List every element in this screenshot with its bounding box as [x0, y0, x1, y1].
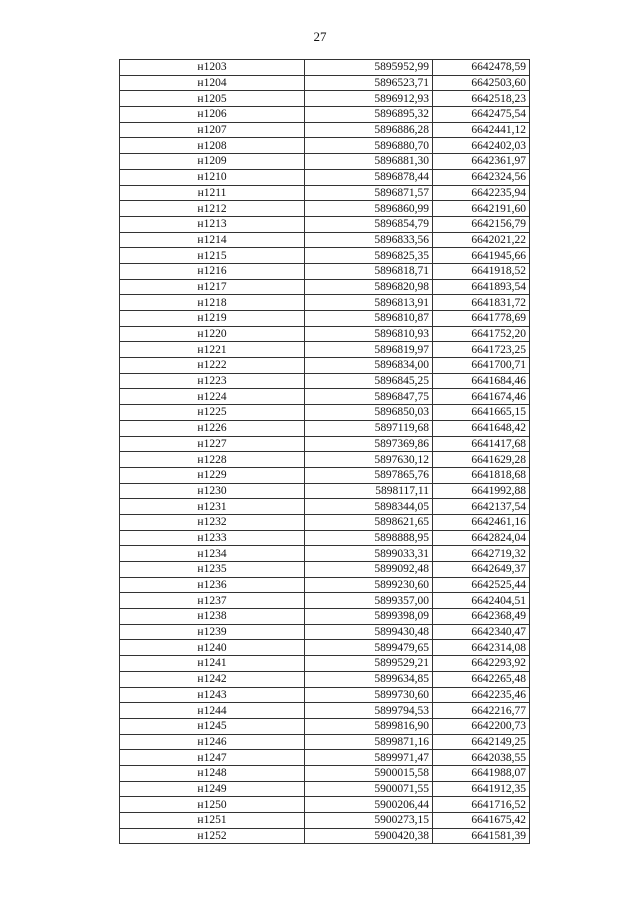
point-id-cell: н1208 — [120, 138, 305, 154]
point-id-cell: н1216 — [120, 263, 305, 279]
point-id-cell: н1247 — [120, 750, 305, 766]
y-coordinate-cell: 6642368,49 — [433, 609, 530, 625]
point-id-cell: н1246 — [120, 734, 305, 750]
point-id-cell: н1225 — [120, 405, 305, 421]
point-id-cell: н1217 — [120, 279, 305, 295]
table-row — [120, 483, 530, 499]
x-coordinate-cell: 5896880,70 — [305, 138, 433, 154]
table-row — [120, 326, 530, 342]
x-coordinate-cell: 5898621,65 — [305, 514, 433, 530]
table-row — [120, 201, 530, 217]
x-coordinate-cell: 5896819,97 — [305, 342, 433, 358]
x-coordinate-cell: 5896813,91 — [305, 295, 433, 311]
y-coordinate-cell: 6642503,60 — [433, 75, 530, 91]
point-id-cell: н1204 — [120, 75, 305, 91]
y-coordinate-cell: 6642200,73 — [433, 718, 530, 734]
x-coordinate-cell: 5900273,15 — [305, 813, 433, 829]
point-id-cell: н1210 — [120, 169, 305, 185]
y-coordinate-cell: 6641918,52 — [433, 263, 530, 279]
point-id-cell: н1215 — [120, 248, 305, 264]
table-row — [120, 154, 530, 170]
table-row — [120, 640, 530, 656]
table-row — [120, 295, 530, 311]
y-coordinate-cell: 6641648,42 — [433, 420, 530, 436]
y-coordinate-cell: 6642265,48 — [433, 671, 530, 687]
y-coordinate-cell: 6642478,59 — [433, 60, 530, 76]
point-id-cell: н1224 — [120, 389, 305, 405]
x-coordinate-cell: 5899033,31 — [305, 546, 433, 562]
x-coordinate-cell: 5899871,16 — [305, 734, 433, 750]
point-id-cell: н1244 — [120, 703, 305, 719]
table-row — [120, 593, 530, 609]
x-coordinate-cell: 5896810,93 — [305, 326, 433, 342]
table-row — [120, 138, 530, 154]
y-coordinate-cell: 6642038,55 — [433, 750, 530, 766]
table-row — [120, 656, 530, 672]
y-coordinate-cell: 6641417,68 — [433, 436, 530, 452]
point-id-cell: н1214 — [120, 232, 305, 248]
y-coordinate-cell: 6642404,51 — [433, 593, 530, 609]
point-id-cell: н1237 — [120, 593, 305, 609]
point-id-cell: н1234 — [120, 546, 305, 562]
y-coordinate-cell: 6641992,88 — [433, 483, 530, 499]
point-id-cell: н1252 — [120, 828, 305, 844]
y-coordinate-cell: 6641675,42 — [433, 813, 530, 829]
x-coordinate-cell: 5899479,65 — [305, 640, 433, 656]
point-id-cell: н1221 — [120, 342, 305, 358]
y-coordinate-cell: 6641831,72 — [433, 295, 530, 311]
point-id-cell: н1218 — [120, 295, 305, 311]
x-coordinate-cell: 5900015,58 — [305, 765, 433, 781]
table-row — [120, 248, 530, 264]
point-id-cell: н1229 — [120, 467, 305, 483]
x-coordinate-cell: 5898888,95 — [305, 530, 433, 546]
point-id-cell: н1238 — [120, 609, 305, 625]
table-row — [120, 499, 530, 515]
y-coordinate-cell: 6642340,47 — [433, 624, 530, 640]
x-coordinate-cell: 5899092,48 — [305, 562, 433, 578]
point-id-cell: н1249 — [120, 781, 305, 797]
point-id-cell: н1240 — [120, 640, 305, 656]
y-coordinate-cell: 6641684,46 — [433, 373, 530, 389]
x-coordinate-cell: 5900206,44 — [305, 797, 433, 813]
x-coordinate-cell: 5899357,00 — [305, 593, 433, 609]
point-id-cell: н1245 — [120, 718, 305, 734]
point-id-cell: н1228 — [120, 452, 305, 468]
y-coordinate-cell: 6642149,25 — [433, 734, 530, 750]
point-id-cell: н1206 — [120, 107, 305, 123]
point-id-cell: н1219 — [120, 311, 305, 327]
y-coordinate-cell: 6641752,20 — [433, 326, 530, 342]
point-id-cell: н1233 — [120, 530, 305, 546]
y-coordinate-cell: 6642649,37 — [433, 562, 530, 578]
table-row — [120, 358, 530, 374]
table-row — [120, 671, 530, 687]
table-row — [120, 562, 530, 578]
y-coordinate-cell: 6642719,32 — [433, 546, 530, 562]
point-id-cell: н1203 — [120, 60, 305, 76]
x-coordinate-cell: 5896871,57 — [305, 185, 433, 201]
y-coordinate-cell: 6641665,15 — [433, 405, 530, 421]
y-coordinate-cell: 6642518,23 — [433, 91, 530, 107]
table-row — [120, 797, 530, 813]
coordinates-table-body — [120, 60, 530, 844]
x-coordinate-cell: 5896886,28 — [305, 122, 433, 138]
table-row — [120, 342, 530, 358]
point-id-cell: н1243 — [120, 687, 305, 703]
x-coordinate-cell: 5899230,60 — [305, 577, 433, 593]
x-coordinate-cell: 5897630,12 — [305, 452, 433, 468]
table-row — [120, 436, 530, 452]
y-coordinate-cell: 6642137,54 — [433, 499, 530, 515]
x-coordinate-cell: 5899634,85 — [305, 671, 433, 687]
y-coordinate-cell: 6642475,54 — [433, 107, 530, 123]
x-coordinate-cell: 5896912,93 — [305, 91, 433, 107]
x-coordinate-cell: 5898344,05 — [305, 499, 433, 515]
point-id-cell: н1236 — [120, 577, 305, 593]
y-coordinate-cell: 6641674,46 — [433, 389, 530, 405]
x-coordinate-cell: 5896825,35 — [305, 248, 433, 264]
point-id-cell: н1207 — [120, 122, 305, 138]
y-coordinate-cell: 6641581,39 — [433, 828, 530, 844]
point-id-cell: н1212 — [120, 201, 305, 217]
x-coordinate-cell: 5899971,47 — [305, 750, 433, 766]
table-row — [120, 107, 530, 123]
table-row — [120, 530, 530, 546]
point-id-cell: н1232 — [120, 514, 305, 530]
point-id-cell: н1222 — [120, 358, 305, 374]
x-coordinate-cell: 5896860,99 — [305, 201, 433, 217]
y-coordinate-cell: 6642324,56 — [433, 169, 530, 185]
table-row — [120, 389, 530, 405]
point-id-cell: н1211 — [120, 185, 305, 201]
point-id-cell: н1223 — [120, 373, 305, 389]
table-row — [120, 232, 530, 248]
y-coordinate-cell: 6642216,77 — [433, 703, 530, 719]
table-row — [120, 263, 530, 279]
y-coordinate-cell: 6641723,25 — [433, 342, 530, 358]
x-coordinate-cell: 5896878,44 — [305, 169, 433, 185]
page-number: 27 — [313, 29, 327, 44]
point-id-cell: н1220 — [120, 326, 305, 342]
point-id-cell: н1205 — [120, 91, 305, 107]
y-coordinate-cell: 6641629,28 — [433, 452, 530, 468]
x-coordinate-cell: 5896895,32 — [305, 107, 433, 123]
point-id-cell: н1209 — [120, 154, 305, 170]
point-id-cell: н1235 — [120, 562, 305, 578]
x-coordinate-cell: 5897865,76 — [305, 467, 433, 483]
table-row — [120, 514, 530, 530]
x-coordinate-cell: 5899730,60 — [305, 687, 433, 703]
point-id-cell: н1239 — [120, 624, 305, 640]
y-coordinate-cell: 6642361,97 — [433, 154, 530, 170]
x-coordinate-cell: 5899529,21 — [305, 656, 433, 672]
y-coordinate-cell: 6642525,44 — [433, 577, 530, 593]
table-row — [120, 734, 530, 750]
table-row — [120, 467, 530, 483]
x-coordinate-cell: 5896810,87 — [305, 311, 433, 327]
table-row — [120, 279, 530, 295]
table-row — [120, 216, 530, 232]
x-coordinate-cell: 5896833,56 — [305, 232, 433, 248]
table-row — [120, 169, 530, 185]
x-coordinate-cell: 5896850,03 — [305, 405, 433, 421]
table-row — [120, 311, 530, 327]
table-row — [120, 703, 530, 719]
table-row — [120, 452, 530, 468]
table-row — [120, 781, 530, 797]
y-coordinate-cell: 6642441,12 — [433, 122, 530, 138]
coordinates-table — [119, 59, 530, 844]
x-coordinate-cell: 5897369,86 — [305, 436, 433, 452]
x-coordinate-cell: 5896834,00 — [305, 358, 433, 374]
y-coordinate-cell: 6641912,35 — [433, 781, 530, 797]
table-row — [120, 60, 530, 76]
y-coordinate-cell: 6642461,16 — [433, 514, 530, 530]
x-coordinate-cell: 5900420,38 — [305, 828, 433, 844]
x-coordinate-cell: 5896820,98 — [305, 279, 433, 295]
x-coordinate-cell: 5896847,75 — [305, 389, 433, 405]
point-id-cell: н1242 — [120, 671, 305, 687]
table-row — [120, 765, 530, 781]
y-coordinate-cell: 6642021,22 — [433, 232, 530, 248]
point-id-cell: н1230 — [120, 483, 305, 499]
table-row — [120, 718, 530, 734]
y-coordinate-cell: 6642235,94 — [433, 185, 530, 201]
point-id-cell: н1251 — [120, 813, 305, 829]
x-coordinate-cell: 5899430,48 — [305, 624, 433, 640]
x-coordinate-cell: 5896854,79 — [305, 216, 433, 232]
y-coordinate-cell: 6641945,66 — [433, 248, 530, 264]
x-coordinate-cell: 5896845,25 — [305, 373, 433, 389]
table-row — [120, 373, 530, 389]
y-coordinate-cell: 6641700,71 — [433, 358, 530, 374]
y-coordinate-cell: 6642402,03 — [433, 138, 530, 154]
x-coordinate-cell: 5896523,71 — [305, 75, 433, 91]
y-coordinate-cell: 6641716,52 — [433, 797, 530, 813]
point-id-cell: н1226 — [120, 420, 305, 436]
x-coordinate-cell: 5899398,09 — [305, 609, 433, 625]
y-coordinate-cell: 6641778,69 — [433, 311, 530, 327]
x-coordinate-cell: 5900071,55 — [305, 781, 433, 797]
y-coordinate-cell: 6642191,60 — [433, 201, 530, 217]
table-row — [120, 750, 530, 766]
table-row — [120, 405, 530, 421]
point-id-cell: н1248 — [120, 765, 305, 781]
table-row — [120, 420, 530, 436]
x-coordinate-cell: 5896818,71 — [305, 263, 433, 279]
y-coordinate-cell: 6642824,04 — [433, 530, 530, 546]
y-coordinate-cell: 6641818,68 — [433, 467, 530, 483]
table-row — [120, 687, 530, 703]
point-id-cell: н1250 — [120, 797, 305, 813]
x-coordinate-cell: 5895952,99 — [305, 60, 433, 76]
table-row — [120, 122, 530, 138]
table-row — [120, 828, 530, 844]
table-row — [120, 91, 530, 107]
y-coordinate-cell: 6642314,08 — [433, 640, 530, 656]
table-row — [120, 185, 530, 201]
y-coordinate-cell: 6642156,79 — [433, 216, 530, 232]
x-coordinate-cell: 5897119,68 — [305, 420, 433, 436]
table-row — [120, 624, 530, 640]
y-coordinate-cell: 6641893,54 — [433, 279, 530, 295]
point-id-cell: н1213 — [120, 216, 305, 232]
y-coordinate-cell: 6641988,07 — [433, 765, 530, 781]
x-coordinate-cell: 5898117,11 — [305, 483, 433, 499]
point-id-cell: н1231 — [120, 499, 305, 515]
y-coordinate-cell: 6642293,92 — [433, 656, 530, 672]
table-row — [120, 75, 530, 91]
point-id-cell: н1227 — [120, 436, 305, 452]
table-row — [120, 546, 530, 562]
y-coordinate-cell: 6642235,46 — [433, 687, 530, 703]
x-coordinate-cell: 5896881,30 — [305, 154, 433, 170]
x-coordinate-cell: 5899794,53 — [305, 703, 433, 719]
table-row — [120, 577, 530, 593]
table-row — [120, 609, 530, 625]
point-id-cell: н1241 — [120, 656, 305, 672]
x-coordinate-cell: 5899816,90 — [305, 718, 433, 734]
table-row — [120, 813, 530, 829]
